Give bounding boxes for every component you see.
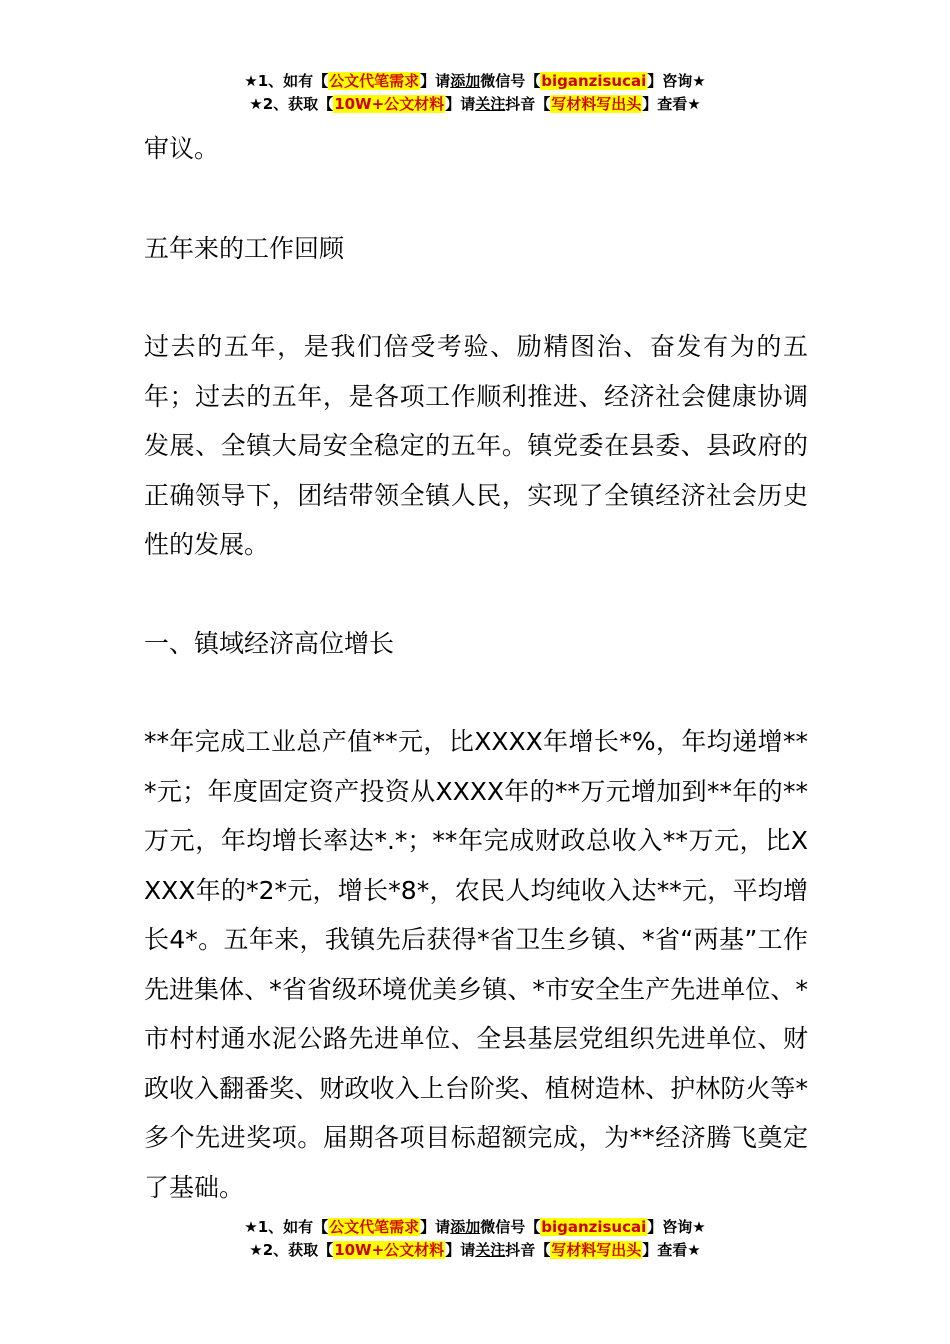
- promo-text: 】请: [445, 95, 476, 113]
- promo-emphasis: 添加: [450, 1218, 481, 1236]
- promo-highlight: 10W+公文材料: [334, 95, 445, 113]
- promo-text: 微信号【: [480, 1218, 541, 1236]
- promo-highlight: 公文代笔需求: [329, 72, 420, 90]
- promo-wechat-id: biganzisucai: [541, 72, 647, 90]
- promo-emphasis: 添加: [450, 72, 481, 90]
- promo-douyin-id: 写材料写出头: [551, 1241, 642, 1259]
- section-heading-review: 五年来的工作回顾: [144, 233, 345, 263]
- promo-emphasis: 关注: [475, 95, 506, 113]
- promo-highlight: 公文代笔需求: [329, 1218, 420, 1236]
- promo-text: 】请: [420, 72, 451, 90]
- paragraph-shenyi: 审议。: [144, 134, 220, 163]
- promo-banner-top: [0, 70, 950, 116]
- promo-text: 】查看★: [642, 95, 701, 113]
- promo-highlight: 10W+公文材料: [334, 1241, 445, 1259]
- promo-text: 】咨询★: [647, 1218, 706, 1236]
- promo-line-2: [0, 93, 950, 116]
- promo-text: 微信号【: [480, 72, 541, 90]
- promo-text: 抖音【: [505, 95, 551, 113]
- promo-line-1: [0, 1216, 950, 1239]
- promo-line-2: [0, 1239, 950, 1262]
- promo-douyin-id: 写材料写出头: [551, 95, 642, 113]
- promo-text: ★1、如有【: [244, 1218, 329, 1236]
- promo-emphasis: 关注: [475, 1241, 506, 1259]
- promo-text: 】咨询★: [647, 72, 706, 90]
- document-body: [144, 124, 808, 1212]
- promo-text: ★2、获取【: [249, 95, 334, 113]
- promo-text: 】请: [445, 1241, 476, 1259]
- section-heading-economy: 一、镇域经济高位增长: [144, 628, 395, 658]
- promo-text: 】查看★: [642, 1241, 701, 1259]
- promo-text: 】请: [420, 1218, 451, 1236]
- promo-text: ★1、如有【: [244, 72, 329, 90]
- promo-banner-bottom: [0, 1216, 950, 1262]
- promo-line-1: [0, 70, 950, 93]
- promo-text: 抖音【: [505, 1241, 551, 1259]
- paragraph-economy: **年完成工业总产值**元，比XXXX年增长*%，年均递增***元；年度固定资产投资从XXXX年的**万元增加到**年的**万元，年均增长率达*.*；**年完成财政总收入**万元，比XXXX年的*2*元，增长*8*，农民人均纯收入达**元，平均增长4*。五年来，我镇先后获得*省卫生乡镇、*省“两基”工作先进集体、*省省级环境优美乡镇、*市安全生产先进单位、*市村村通水泥公路先进单位、全县基层党组织先进单位、财政收入翻番奖、财政收入上台阶奖、植树造林、护林防火等*多个先进奖项。届期各项目标超额完成，为**经济腾飞奠定了基础。: [144, 727, 808, 1202]
- paragraph-review-summary: 过去的五年，是我们倍受考验、励精图治、奋发有为的五年；过去的五年，是各项工作顺利推进、经济社会健康协调发展、全镇大局安全稳定的五年。镇党委在县委、县政府的正确领导下，团结带领全镇人民，实现了全镇经济社会历史性的发展。: [144, 332, 808, 559]
- promo-wechat-id: biganzisucai: [541, 1218, 647, 1236]
- promo-text: ★2、获取【: [249, 1241, 334, 1259]
